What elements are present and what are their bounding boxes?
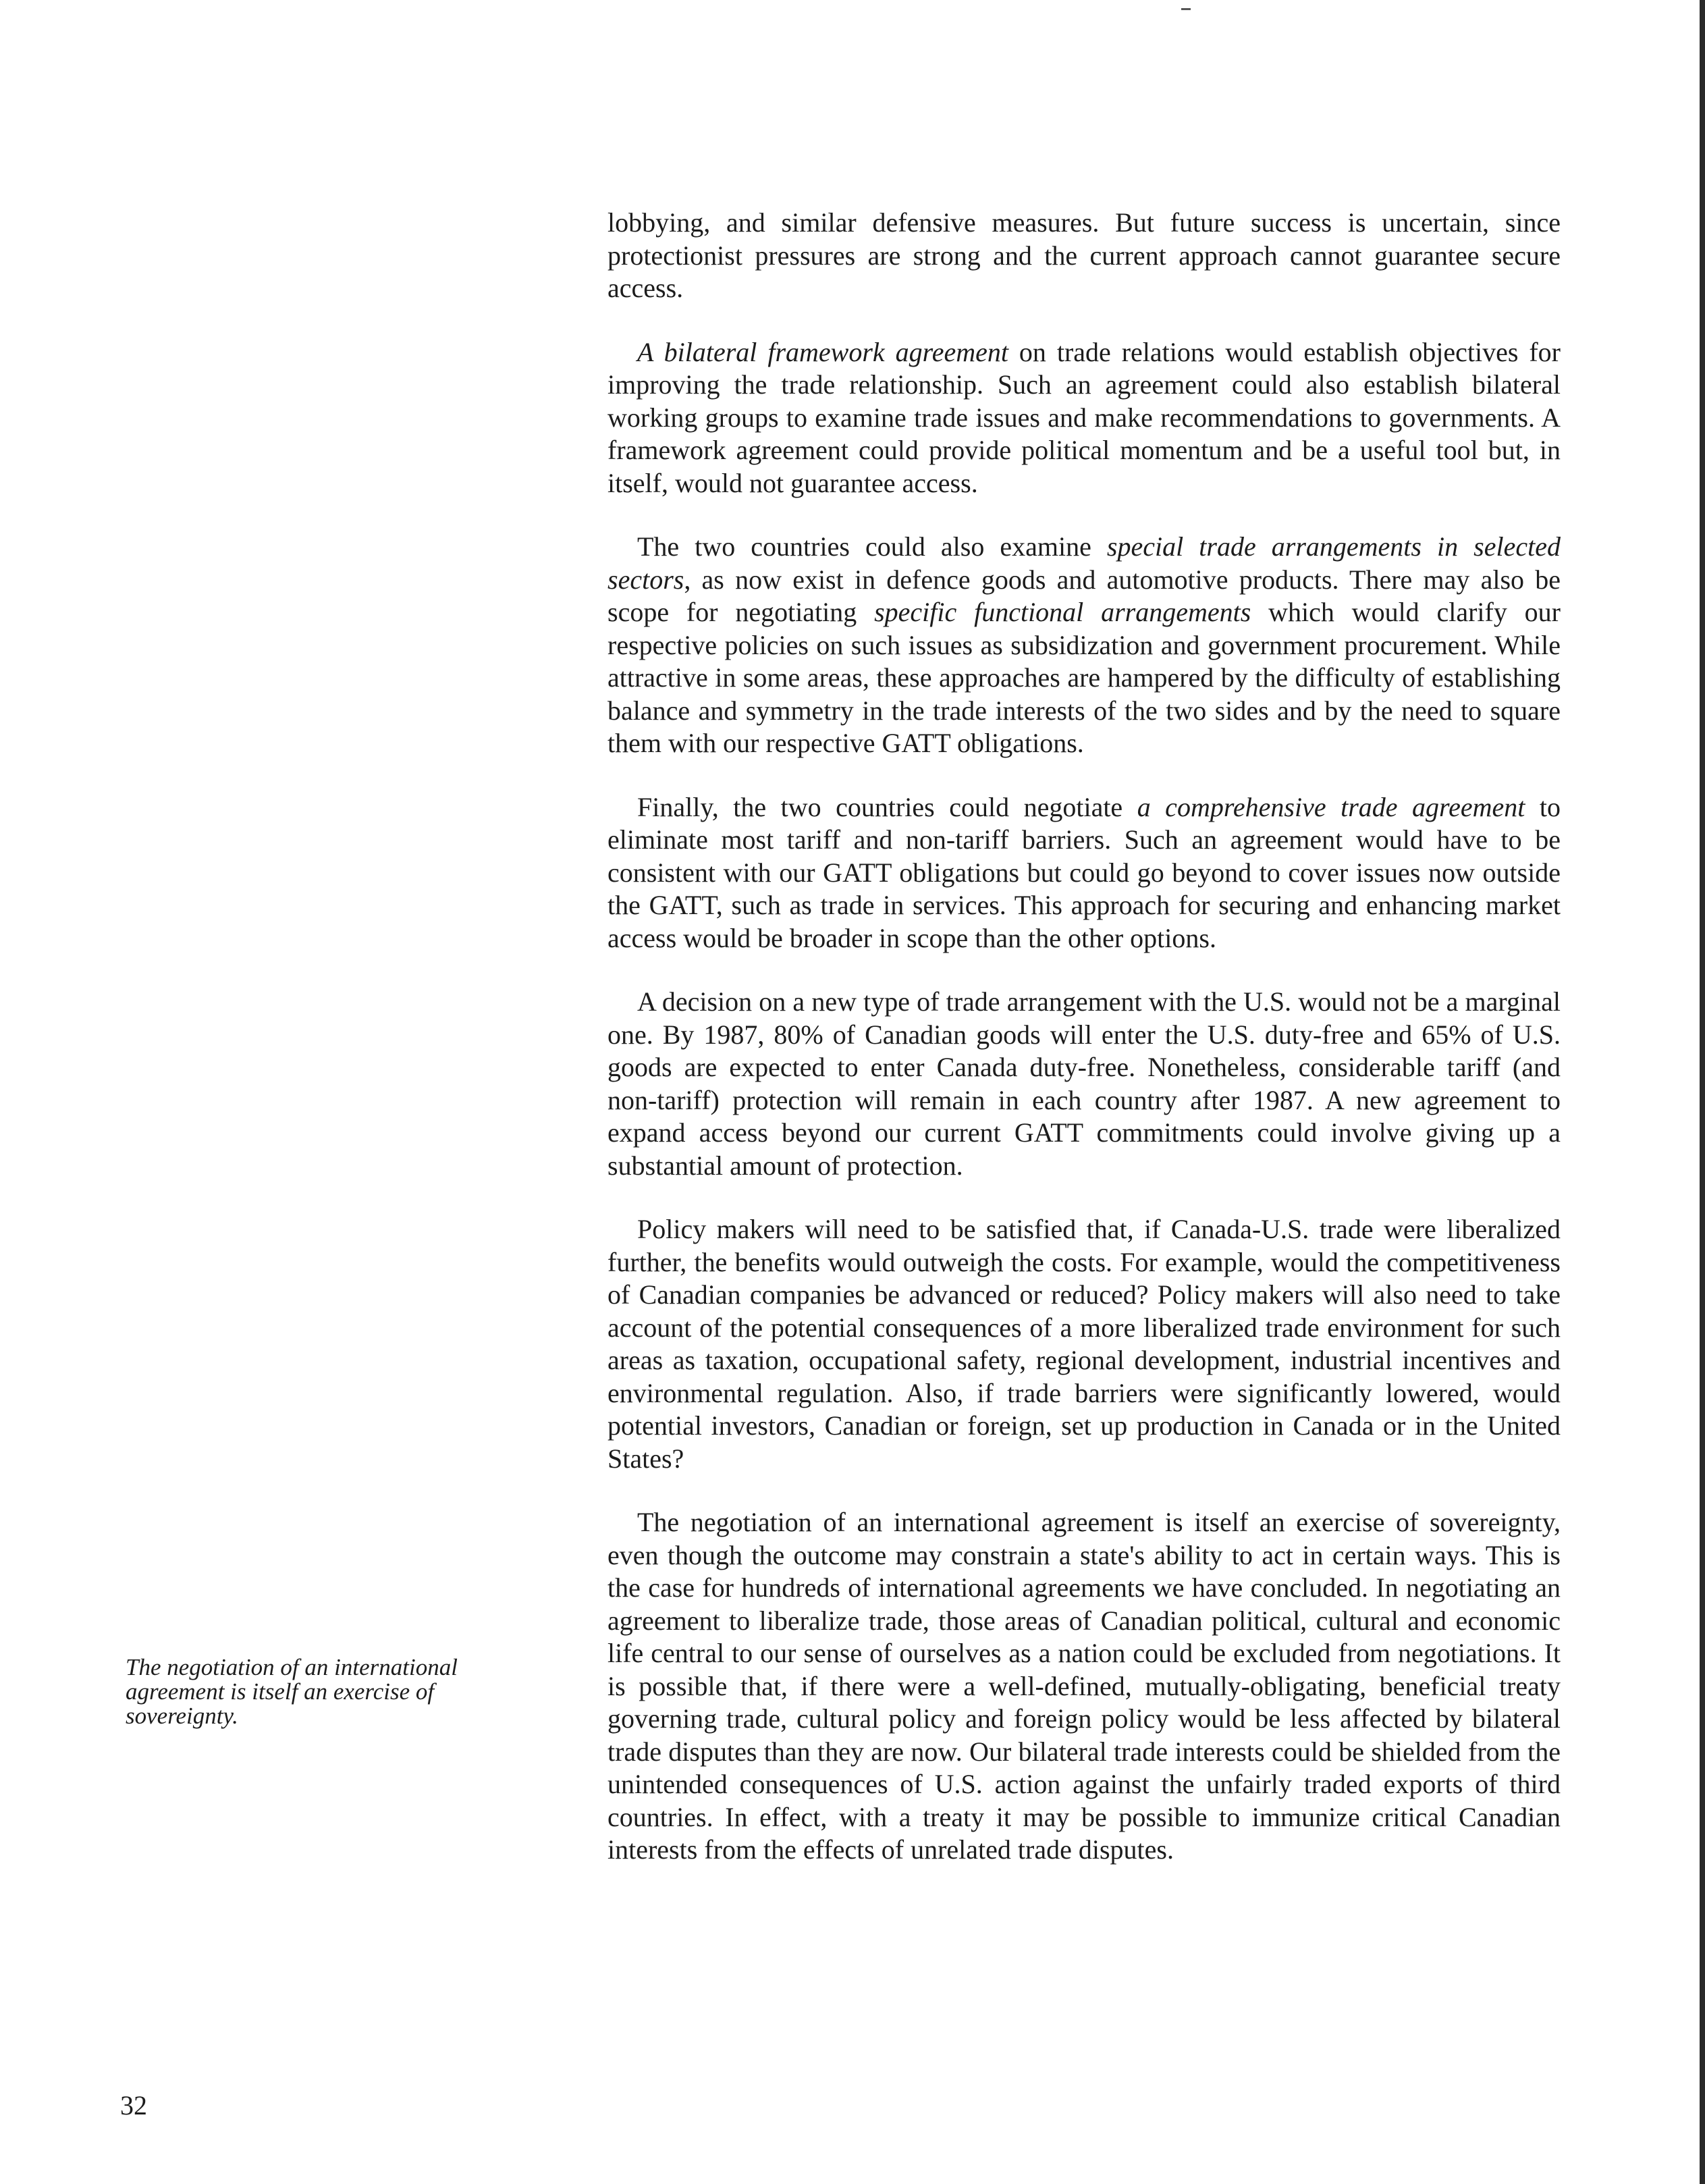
paragraph-5: A decision on a new type of trade arrangement with the U.S. would not be a marginal one. By 1987, 80% of Canadian goods will enter the U.S. duty-free and 65% of U.S. goods are expected to enter Canada duty-free. Nonetheless, considerable tariff (and non-tariff) protection will remain in each country after 1987. A new agreement to expand access beyond our current GATT commitments could involve giving up a substantial amount of protection.	[607, 986, 1561, 1181]
paragraph-3: The two countries could also examine special trade arrangements in selected sectors, as now exist in defence goods and automotive products. There may also be scope for negotiating specific functional arrangements which would clarify our respective policies on such issues as subsidization and government procurement. While attractive in some areas, these approaches are hampered by the difficulty of establishing balance and symmetry in the trade interests of the two sides and by the need to square them with our respective GATT obligations.	[607, 531, 1561, 758]
scan-mark	[1181, 8, 1191, 10]
paragraph-6: Policy makers will need to be satisfied that, if Canada-U.S. trade were liberalized further, the benefits would outweigh the costs. For example, would the competitiveness of Canadian companies be advanced or reduced? Policy makers will also need to take account of the potential consequences of a more liberalized trade environment for such areas as taxation, occupational safety, regional development, industrial incentives and environmental regulation. Also, if trade barriers were significantly lowered, would potential investors, Canadian or foreign, set up production in Canada or in the United States?	[607, 1214, 1561, 1474]
main-text-column	[607, 207, 1561, 1898]
page-number: 32	[120, 2090, 147, 2121]
italic-phrase: specific functional arrangements	[874, 597, 1251, 627]
paragraph-4: Finally, the two countries could negotiate a comprehensive trade agreement to eliminate most tariff and non-tariff barriers. Such an agreement would have to be consistent with our GATT obligations but could go beyond to cover issues now outside the GATT, such as trade in services. This approach for securing and enhancing market access would be broader in scope than the other options.	[607, 791, 1561, 953]
italic-phrase: A bilateral framework agreement	[637, 336, 1008, 367]
italic-phrase: a comprehensive trade agreement	[1137, 791, 1525, 822]
page-edge	[1700, 0, 1705, 2184]
paragraph-1: lobbying, and similar defensive measures. But future success is uncertain, since protectionist pressures are strong and the current approach cannot guarantee secure access.	[607, 207, 1561, 303]
italic-phrase: special trade arrangements in selected sectors	[607, 531, 1561, 595]
paragraph-7: The negotiation of an international agreement is itself an exercise of sovereignty, even though the outcome may constrain a state's ability to act in certain ways. This is the case for hundreds of international agreements we have concluded. In negotiating an agreement to liberalize trade, those areas of Canadian political, cultural and economic life central to our sense of ourselves as a nation could be excluded from negotiations. It is possible that, if there were a well-defined, mutually-obligating, beneficial treaty governing trade, cultural policy and foreign policy would be less affected by bilateral trade disputes than they are now. Our bilateral trade interests could be shielded from the unintended consequences of U.S. action against the unfairly traded exports of third countries. In effect, with a treaty it may be possible to immunize critical Canadian interests from the effects of unrelated trade disputes.	[607, 1507, 1561, 1865]
margin-note: The negotiation of an international agreement is itself an exercise of sovereignty.	[126, 1654, 458, 1729]
paragraph-2: A bilateral framework agreement on trade relations would establish objectives for improving the trade relationship. Such an agreement could also establish bilateral working groups to examine trade issues and make recommendations to governments. A framework agreement could provide political momentum and be a useful tool but, in itself, would not guarantee access.	[607, 336, 1561, 498]
